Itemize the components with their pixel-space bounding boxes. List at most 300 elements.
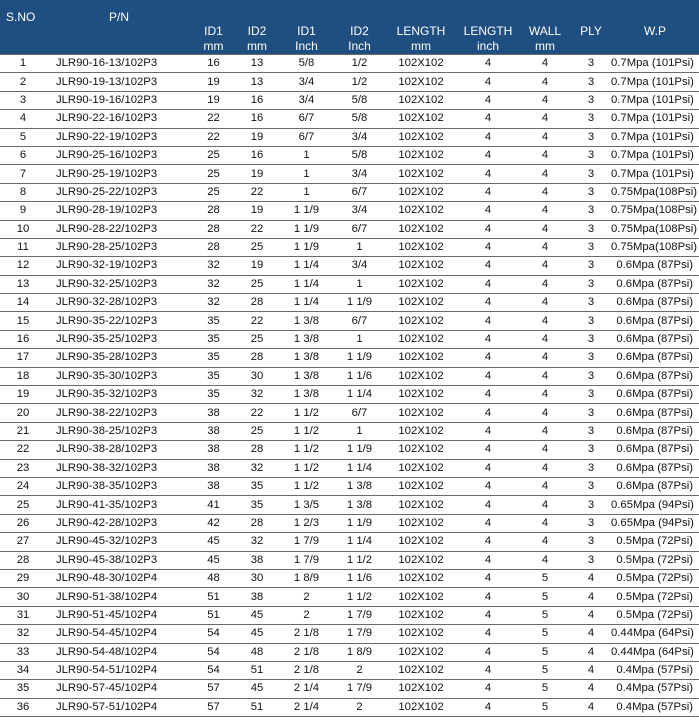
cell-pn: JLR90-28-25/102P3 bbox=[46, 238, 192, 256]
cell-ply: 3 bbox=[571, 257, 611, 275]
cell-wp: 0.4Mpa (57Psi) bbox=[611, 661, 699, 679]
cell-ply: 4 bbox=[571, 569, 611, 587]
cell-wp: 0.4Mpa (57Psi) bbox=[611, 680, 699, 698]
cell-id1in: 6/7 bbox=[279, 128, 334, 146]
cell-wall: 4 bbox=[519, 128, 571, 146]
cell-ply: 3 bbox=[571, 128, 611, 146]
cell-length: 102X102 bbox=[385, 312, 457, 330]
cell-pn: JLR90-38-28/102P3 bbox=[46, 441, 192, 459]
cell-sno: 19 bbox=[0, 386, 46, 404]
cell-id2in: 6/7 bbox=[334, 404, 385, 422]
cell-ply: 4 bbox=[571, 680, 611, 698]
cell-length: 102X102 bbox=[385, 367, 457, 385]
cell-id1in: 1 2/3 bbox=[279, 514, 334, 532]
cell-lengthin: 4 bbox=[457, 514, 519, 532]
cell-id2: 22 bbox=[235, 220, 279, 238]
cell-wp: 0.44Mpa (64Psi) bbox=[611, 643, 699, 661]
cell-id1: 35 bbox=[192, 349, 235, 367]
cell-pn: JLR90-48-30/102P4 bbox=[46, 569, 192, 587]
cell-wp: 0.6Mpa (87Psi) bbox=[611, 422, 699, 440]
cell-length: 102X102 bbox=[385, 275, 457, 293]
cell-sno: 29 bbox=[0, 569, 46, 587]
cell-lengthin: 4 bbox=[457, 128, 519, 146]
table-row bbox=[0, 238, 699, 256]
cell-id1in: 1 3/8 bbox=[279, 330, 334, 348]
cell-length: 102X102 bbox=[385, 514, 457, 532]
cell-id2in: 1 bbox=[334, 275, 385, 293]
cell-wp: 0.6Mpa (87Psi) bbox=[611, 349, 699, 367]
cell-id2: 13 bbox=[235, 55, 279, 73]
cell-lengthin: 4 bbox=[457, 349, 519, 367]
cell-ply: 4 bbox=[571, 643, 611, 661]
cell-id1: 51 bbox=[192, 606, 235, 624]
table-row bbox=[0, 643, 699, 661]
cell-sno: 16 bbox=[0, 330, 46, 348]
cell-id2in: 1 1/9 bbox=[334, 441, 385, 459]
cell-ply: 3 bbox=[571, 367, 611, 385]
cell-lengthin: 4 bbox=[457, 477, 519, 495]
header-wall-mm: WALL mm bbox=[519, 0, 571, 55]
cell-id1in: 3/4 bbox=[279, 73, 334, 91]
cell-id1in: 1 7/9 bbox=[279, 551, 334, 569]
cell-ply: 3 bbox=[571, 386, 611, 404]
cell-length: 102X102 bbox=[385, 91, 457, 109]
cell-wall: 4 bbox=[519, 183, 571, 201]
cell-ply: 3 bbox=[571, 202, 611, 220]
cell-wall: 4 bbox=[519, 514, 571, 532]
cell-wall: 5 bbox=[519, 643, 571, 661]
cell-ply: 3 bbox=[571, 551, 611, 569]
cell-lengthin: 4 bbox=[457, 165, 519, 183]
cell-lengthin: 4 bbox=[457, 386, 519, 404]
cell-id2: 51 bbox=[235, 661, 279, 679]
cell-ply: 3 bbox=[571, 312, 611, 330]
table-row bbox=[0, 569, 699, 587]
table-row bbox=[0, 330, 699, 348]
cell-length: 102X102 bbox=[385, 496, 457, 514]
cell-wall: 5 bbox=[519, 588, 571, 606]
cell-id1: 35 bbox=[192, 312, 235, 330]
cell-ply: 3 bbox=[571, 165, 611, 183]
cell-id1in: 1 bbox=[279, 165, 334, 183]
cell-lengthin: 4 bbox=[457, 625, 519, 643]
cell-id2in: 1 3/8 bbox=[334, 496, 385, 514]
cell-lengthin: 4 bbox=[457, 680, 519, 698]
cell-lengthin: 4 bbox=[457, 533, 519, 551]
cell-pn: JLR90-38-35/102P3 bbox=[46, 477, 192, 495]
cell-id2: 13 bbox=[235, 73, 279, 91]
cell-wall: 5 bbox=[519, 569, 571, 587]
cell-sno: 27 bbox=[0, 533, 46, 551]
cell-lengthin: 4 bbox=[457, 312, 519, 330]
cell-lengthin: 4 bbox=[457, 459, 519, 477]
cell-id2in: 3/4 bbox=[334, 202, 385, 220]
cell-wall: 4 bbox=[519, 165, 571, 183]
cell-pn: JLR90-22-16/102P3 bbox=[46, 110, 192, 128]
table-row bbox=[0, 551, 699, 569]
cell-pn: JLR90-19-13/102P3 bbox=[46, 73, 192, 91]
cell-id2in: 3/4 bbox=[334, 257, 385, 275]
cell-id2: 19 bbox=[235, 202, 279, 220]
cell-sno: 22 bbox=[0, 441, 46, 459]
cell-sno: 13 bbox=[0, 275, 46, 293]
cell-length: 102X102 bbox=[385, 55, 457, 73]
cell-wall: 4 bbox=[519, 477, 571, 495]
table-row bbox=[0, 404, 699, 422]
cell-length: 102X102 bbox=[385, 459, 457, 477]
cell-length: 102X102 bbox=[385, 569, 457, 587]
cell-ply: 4 bbox=[571, 698, 611, 716]
cell-id1in: 1 bbox=[279, 183, 334, 201]
table-row bbox=[0, 165, 699, 183]
cell-wp: 0.7Mpa (101Psi) bbox=[611, 165, 699, 183]
cell-sno: 36 bbox=[0, 698, 46, 716]
header-length-inch: LENGTH inch bbox=[457, 0, 519, 55]
cell-length: 102X102 bbox=[385, 588, 457, 606]
cell-sno: 8 bbox=[0, 183, 46, 201]
cell-id1: 45 bbox=[192, 533, 235, 551]
cell-sno: 18 bbox=[0, 367, 46, 385]
cell-id1: 19 bbox=[192, 73, 235, 91]
cell-id1: 32 bbox=[192, 275, 235, 293]
cell-id1in: 1 1/2 bbox=[279, 477, 334, 495]
header-row bbox=[0, 0, 699, 55]
cell-id2in: 6/7 bbox=[334, 312, 385, 330]
cell-lengthin: 4 bbox=[457, 643, 519, 661]
cell-wall: 5 bbox=[519, 661, 571, 679]
cell-id1in: 1 3/8 bbox=[279, 349, 334, 367]
cell-id2: 22 bbox=[235, 183, 279, 201]
cell-id2in: 1 bbox=[334, 238, 385, 256]
header-id1-mm: ID1 mm bbox=[192, 0, 235, 55]
cell-id1: 32 bbox=[192, 294, 235, 312]
cell-wall: 5 bbox=[519, 698, 571, 716]
cell-id1in: 1 1/2 bbox=[279, 459, 334, 477]
cell-id1in: 1 3/8 bbox=[279, 312, 334, 330]
cell-wp: 0.7Mpa (101Psi) bbox=[611, 73, 699, 91]
cell-ply: 4 bbox=[571, 661, 611, 679]
cell-sno: 7 bbox=[0, 165, 46, 183]
cell-lengthin: 4 bbox=[457, 146, 519, 164]
table-row bbox=[0, 625, 699, 643]
cell-lengthin: 4 bbox=[457, 404, 519, 422]
cell-lengthin: 4 bbox=[457, 606, 519, 624]
cell-lengthin: 4 bbox=[457, 698, 519, 716]
table-row bbox=[0, 55, 699, 73]
cell-length: 102X102 bbox=[385, 404, 457, 422]
cell-id1: 28 bbox=[192, 238, 235, 256]
table-row bbox=[0, 349, 699, 367]
cell-sno: 12 bbox=[0, 257, 46, 275]
cell-pn: JLR90-54-48/102P4 bbox=[46, 643, 192, 661]
cell-length: 102X102 bbox=[385, 110, 457, 128]
cell-pn: JLR90-22-19/102P3 bbox=[46, 128, 192, 146]
table-row bbox=[0, 275, 699, 293]
cell-id1: 54 bbox=[192, 625, 235, 643]
cell-wp: 0.6Mpa (87Psi) bbox=[611, 257, 699, 275]
cell-wall: 5 bbox=[519, 625, 571, 643]
cell-id1in: 1 bbox=[279, 146, 334, 164]
cell-id2in: 1 1/9 bbox=[334, 294, 385, 312]
cell-id1in: 1 1/4 bbox=[279, 275, 334, 293]
cell-wp: 0.6Mpa (87Psi) bbox=[611, 404, 699, 422]
table-row bbox=[0, 220, 699, 238]
cell-length: 102X102 bbox=[385, 257, 457, 275]
cell-sno: 5 bbox=[0, 128, 46, 146]
cell-wp: 0.5Mpa (72Psi) bbox=[611, 551, 699, 569]
table-row bbox=[0, 128, 699, 146]
cell-pn: JLR90-32-25/102P3 bbox=[46, 275, 192, 293]
table-row bbox=[0, 257, 699, 275]
cell-id1in: 6/7 bbox=[279, 110, 334, 128]
cell-ply: 4 bbox=[571, 606, 611, 624]
cell-id2in: 2 bbox=[334, 698, 385, 716]
cell-wall: 4 bbox=[519, 73, 571, 91]
cell-id1in: 1 1/9 bbox=[279, 202, 334, 220]
cell-length: 102X102 bbox=[385, 349, 457, 367]
cell-pn: JLR90-35-32/102P3 bbox=[46, 386, 192, 404]
cell-wp: 0.6Mpa (87Psi) bbox=[611, 459, 699, 477]
cell-id1: 57 bbox=[192, 680, 235, 698]
cell-length: 102X102 bbox=[385, 294, 457, 312]
cell-id1in: 2 1/4 bbox=[279, 680, 334, 698]
cell-wp: 0.4Mpa (57Psi) bbox=[611, 698, 699, 716]
cell-id1: 45 bbox=[192, 551, 235, 569]
table-row bbox=[0, 606, 699, 624]
cell-length: 102X102 bbox=[385, 606, 457, 624]
cell-id2in: 6/7 bbox=[334, 183, 385, 201]
cell-pn: JLR90-16-13/102P3 bbox=[46, 55, 192, 73]
table-row bbox=[0, 477, 699, 495]
cell-id1in: 1 1/2 bbox=[279, 422, 334, 440]
cell-wall: 4 bbox=[519, 220, 571, 238]
cell-sno: 35 bbox=[0, 680, 46, 698]
cell-id1in: 1 1/9 bbox=[279, 238, 334, 256]
table-row bbox=[0, 496, 699, 514]
cell-pn: JLR90-28-19/102P3 bbox=[46, 202, 192, 220]
cell-wall: 4 bbox=[519, 312, 571, 330]
cell-lengthin: 4 bbox=[457, 661, 519, 679]
cell-length: 102X102 bbox=[385, 128, 457, 146]
cell-wall: 4 bbox=[519, 404, 571, 422]
cell-pn: JLR90-57-45/102P4 bbox=[46, 680, 192, 698]
cell-lengthin: 4 bbox=[457, 55, 519, 73]
cell-length: 102X102 bbox=[385, 146, 457, 164]
cell-pn: JLR90-28-22/102P3 bbox=[46, 220, 192, 238]
cell-id2: 32 bbox=[235, 533, 279, 551]
cell-wp: 0.5Mpa (72Psi) bbox=[611, 588, 699, 606]
cell-lengthin: 4 bbox=[457, 294, 519, 312]
cell-wall: 4 bbox=[519, 349, 571, 367]
cell-length: 102X102 bbox=[385, 551, 457, 569]
cell-length: 102X102 bbox=[385, 238, 457, 256]
table-row bbox=[0, 202, 699, 220]
cell-ply: 3 bbox=[571, 533, 611, 551]
cell-wp: 0.7Mpa (101Psi) bbox=[611, 128, 699, 146]
cell-id1: 16 bbox=[192, 55, 235, 73]
cell-wp: 0.7Mpa (101Psi) bbox=[611, 91, 699, 109]
cell-id2: 16 bbox=[235, 91, 279, 109]
cell-wall: 4 bbox=[519, 386, 571, 404]
header-id2-mm: ID2 mm bbox=[235, 0, 279, 55]
cell-id1: 22 bbox=[192, 128, 235, 146]
cell-ply: 3 bbox=[571, 404, 611, 422]
cell-length: 102X102 bbox=[385, 330, 457, 348]
cell-id1: 19 bbox=[192, 91, 235, 109]
cell-id2: 32 bbox=[235, 459, 279, 477]
cell-sno: 33 bbox=[0, 643, 46, 661]
table-row bbox=[0, 110, 699, 128]
cell-sno: 17 bbox=[0, 349, 46, 367]
cell-id2in: 1 1/4 bbox=[334, 459, 385, 477]
cell-sno: 1 bbox=[0, 55, 46, 73]
cell-wall: 4 bbox=[519, 441, 571, 459]
cell-pn: JLR90-38-22/102P3 bbox=[46, 404, 192, 422]
cell-id1: 25 bbox=[192, 165, 235, 183]
cell-id1in: 1 3/8 bbox=[279, 367, 334, 385]
cell-lengthin: 4 bbox=[457, 275, 519, 293]
cell-pn: JLR90-38-25/102P3 bbox=[46, 422, 192, 440]
table-row bbox=[0, 459, 699, 477]
table-row bbox=[0, 680, 699, 698]
cell-id1in: 3/4 bbox=[279, 91, 334, 109]
cell-id1: 38 bbox=[192, 422, 235, 440]
cell-sno: 25 bbox=[0, 496, 46, 514]
cell-lengthin: 4 bbox=[457, 422, 519, 440]
table-row bbox=[0, 367, 699, 385]
cell-id1in: 2 bbox=[279, 588, 334, 606]
cell-wall: 4 bbox=[519, 91, 571, 109]
cell-id1: 38 bbox=[192, 459, 235, 477]
cell-sno: 9 bbox=[0, 202, 46, 220]
cell-id2in: 5/8 bbox=[334, 146, 385, 164]
cell-id2: 45 bbox=[235, 680, 279, 698]
cell-length: 102X102 bbox=[385, 477, 457, 495]
cell-sno: 2 bbox=[0, 73, 46, 91]
cell-id1: 28 bbox=[192, 220, 235, 238]
cell-wp: 0.5Mpa (72Psi) bbox=[611, 606, 699, 624]
cell-id2in: 1 1/4 bbox=[334, 386, 385, 404]
table-row bbox=[0, 514, 699, 532]
cell-id2: 19 bbox=[235, 128, 279, 146]
cell-sno: 11 bbox=[0, 238, 46, 256]
cell-id2in: 1 7/9 bbox=[334, 625, 385, 643]
cell-ply: 4 bbox=[571, 625, 611, 643]
cell-pn: JLR90-25-22/102P3 bbox=[46, 183, 192, 201]
cell-id2: 22 bbox=[235, 312, 279, 330]
cell-id2: 45 bbox=[235, 606, 279, 624]
cell-length: 102X102 bbox=[385, 441, 457, 459]
cell-id2in: 5/8 bbox=[334, 91, 385, 109]
cell-length: 102X102 bbox=[385, 698, 457, 716]
cell-sno: 14 bbox=[0, 294, 46, 312]
cell-lengthin: 4 bbox=[457, 441, 519, 459]
cell-id2: 28 bbox=[235, 349, 279, 367]
cell-id2: 28 bbox=[235, 294, 279, 312]
cell-id1: 57 bbox=[192, 698, 235, 716]
cell-id1in: 5/8 bbox=[279, 55, 334, 73]
cell-id1: 38 bbox=[192, 441, 235, 459]
cell-id2: 35 bbox=[235, 496, 279, 514]
cell-id1: 51 bbox=[192, 588, 235, 606]
cell-id2in: 3/4 bbox=[334, 165, 385, 183]
cell-wp: 0.7Mpa (101Psi) bbox=[611, 146, 699, 164]
cell-wall: 4 bbox=[519, 55, 571, 73]
cell-ply: 3 bbox=[571, 183, 611, 201]
cell-wp: 0.6Mpa (87Psi) bbox=[611, 294, 699, 312]
cell-id1: 48 bbox=[192, 569, 235, 587]
header-ply: PLY bbox=[571, 0, 611, 55]
table-row bbox=[0, 183, 699, 201]
cell-ply: 3 bbox=[571, 275, 611, 293]
cell-wall: 4 bbox=[519, 275, 571, 293]
cell-wall: 5 bbox=[519, 606, 571, 624]
cell-id2: 45 bbox=[235, 625, 279, 643]
cell-wp: 0.7Mpa (101Psi) bbox=[611, 55, 699, 73]
cell-wall: 4 bbox=[519, 422, 571, 440]
cell-sno: 23 bbox=[0, 459, 46, 477]
cell-id1: 28 bbox=[192, 202, 235, 220]
cell-id2: 28 bbox=[235, 514, 279, 532]
cell-pn: JLR90-19-16/102P3 bbox=[46, 91, 192, 109]
header-wp: W.P bbox=[611, 0, 699, 55]
cell-ply: 3 bbox=[571, 441, 611, 459]
cell-id1in: 1 1/4 bbox=[279, 294, 334, 312]
cell-id2in: 1 1/9 bbox=[334, 514, 385, 532]
cell-pn: JLR90-35-28/102P3 bbox=[46, 349, 192, 367]
cell-pn: JLR90-35-30/102P3 bbox=[46, 367, 192, 385]
cell-id2in: 1 1/2 bbox=[334, 588, 385, 606]
cell-ply: 3 bbox=[571, 477, 611, 495]
cell-pn: JLR90-42-28/102P3 bbox=[46, 514, 192, 532]
header-id2-inch: ID2 Inch bbox=[334, 0, 385, 55]
cell-pn: JLR90-41-35/102P3 bbox=[46, 496, 192, 514]
cell-id2: 19 bbox=[235, 165, 279, 183]
cell-id1: 54 bbox=[192, 643, 235, 661]
cell-wp: 0.44Mpa (64Psi) bbox=[611, 625, 699, 643]
cell-wp: 0.6Mpa (87Psi) bbox=[611, 386, 699, 404]
cell-pn: JLR90-57-51/102P4 bbox=[46, 698, 192, 716]
cell-sno: 6 bbox=[0, 146, 46, 164]
table-row bbox=[0, 146, 699, 164]
cell-ply: 3 bbox=[571, 146, 611, 164]
cell-wall: 4 bbox=[519, 533, 571, 551]
cell-wall: 4 bbox=[519, 330, 571, 348]
cell-wall: 4 bbox=[519, 146, 571, 164]
cell-lengthin: 4 bbox=[457, 588, 519, 606]
cell-wall: 4 bbox=[519, 367, 571, 385]
cell-id2: 30 bbox=[235, 367, 279, 385]
cell-id1in: 1 8/9 bbox=[279, 569, 334, 587]
cell-wp: 0.6Mpa (87Psi) bbox=[611, 275, 699, 293]
table-row bbox=[0, 441, 699, 459]
cell-id1: 35 bbox=[192, 367, 235, 385]
cell-ply: 3 bbox=[571, 330, 611, 348]
cell-id1: 25 bbox=[192, 146, 235, 164]
cell-id1: 38 bbox=[192, 477, 235, 495]
cell-sno: 10 bbox=[0, 220, 46, 238]
cell-sno: 20 bbox=[0, 404, 46, 422]
cell-id2: 16 bbox=[235, 110, 279, 128]
cell-id2in: 1 1/9 bbox=[334, 349, 385, 367]
cell-id2in: 1 1/2 bbox=[334, 551, 385, 569]
cell-length: 102X102 bbox=[385, 643, 457, 661]
cell-length: 102X102 bbox=[385, 183, 457, 201]
cell-wp: 0.6Mpa (87Psi) bbox=[611, 441, 699, 459]
cell-id2: 25 bbox=[235, 422, 279, 440]
header-id1-inch: ID1 Inch bbox=[279, 0, 334, 55]
cell-id1in: 1 3/8 bbox=[279, 386, 334, 404]
